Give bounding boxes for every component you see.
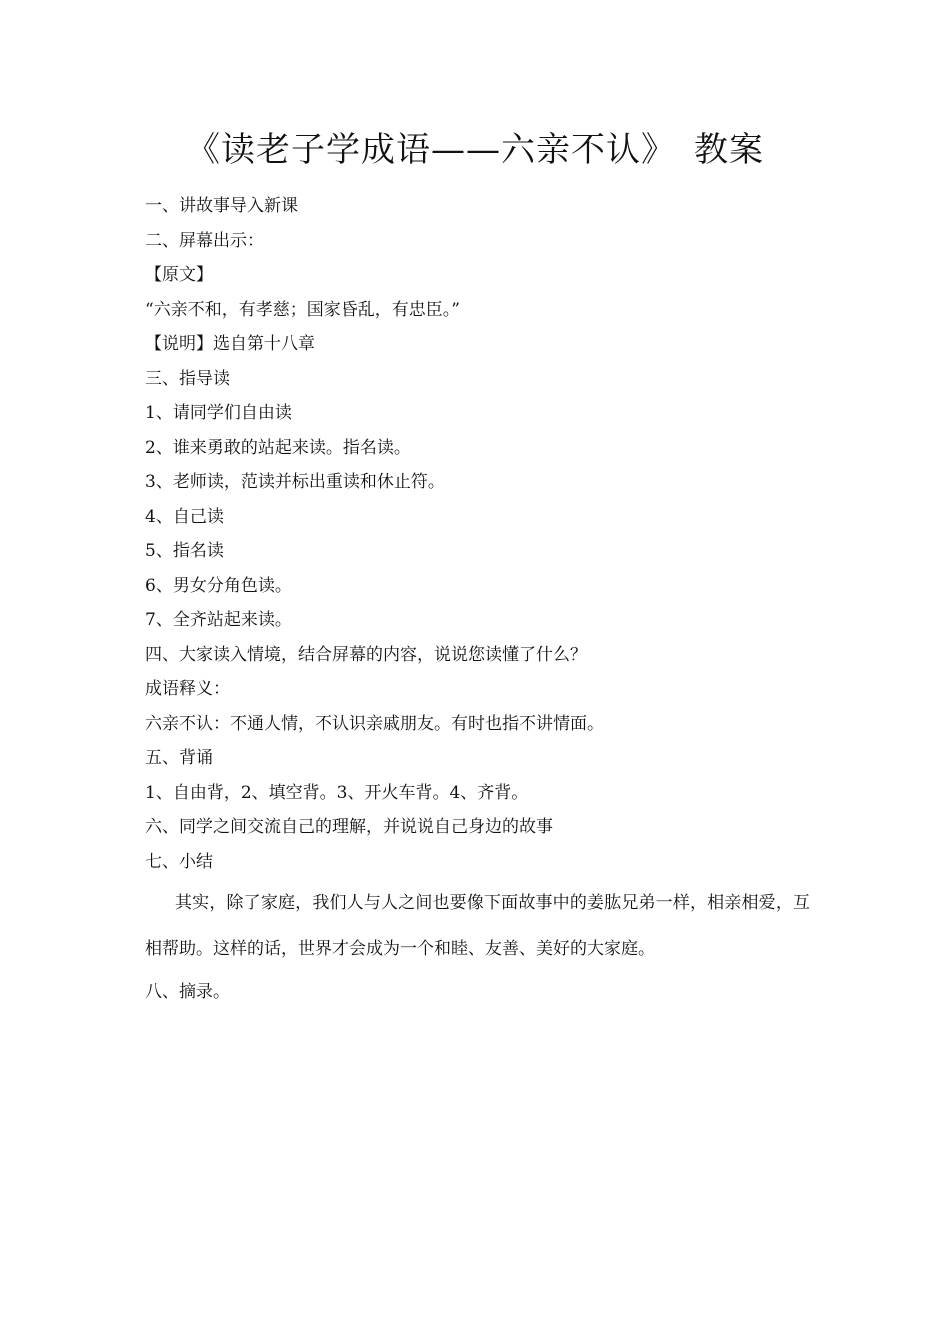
reading-step-7: 7、全齐站起来读。 bbox=[145, 610, 292, 630]
reading-step-1: 1、请同学们自由读 bbox=[145, 403, 292, 423]
reading-step-3: 3、老师读，范读并标出重读和休止符。 bbox=[145, 472, 445, 492]
lesson-plan-body bbox=[145, 189, 825, 1010]
section-heading-3: 三、指导读 bbox=[145, 368, 230, 389]
reading-step-4: 4、自己读 bbox=[145, 506, 224, 527]
section-heading-5: 五、背诵 bbox=[145, 748, 213, 768]
section-heading-8: 八、摘录。 bbox=[145, 982, 230, 1002]
reading-step-6: 6、男女分角色读。 bbox=[145, 575, 292, 596]
recitation-steps: 1、自由背，2、填空背。3、开火车背。4、齐背。 bbox=[145, 782, 529, 803]
section-heading-6: 六、同学之间交流自己的理解，并说说自己身边的故事 bbox=[145, 817, 553, 837]
document-title: 《读老子学成语——六亲不认》 教案 bbox=[186, 130, 764, 170]
idiom-definition: 六亲不认：不通人情，不认识亲戚朋友。有时也指不讲情面。 bbox=[145, 713, 604, 734]
section-heading-1: 一、讲故事导入新课 bbox=[145, 196, 298, 216]
summary-paragraph: 其实，除了家庭，我们人与人之间也要像下面故事中的姜肱兄弟一样，相亲相爱，互相帮助。这样的话，世界才会成为一个和睦、友善、美好的大家庭。 bbox=[145, 893, 810, 959]
reading-step-2: 2、谁来勇敢的站起来读。指名读。 bbox=[145, 437, 411, 458]
idiom-definition-label: 成语释义： bbox=[145, 679, 230, 699]
section-heading-7: 七、小结 bbox=[145, 851, 213, 872]
section-heading-4: 四、大家读入情境，结合屏幕的内容，说说您读懂了什么？ bbox=[145, 644, 587, 665]
reading-step-5: 5、指名读 bbox=[145, 541, 224, 561]
source-note: 【说明】选自第十八章 bbox=[145, 334, 315, 354]
original-text-label: 【原文】 bbox=[145, 265, 213, 285]
section-heading-2: 二、屏幕出示： bbox=[145, 230, 264, 251]
original-text-quote: “六亲不和，有孝慈；国家昏乱，有忠臣。” bbox=[145, 299, 460, 320]
